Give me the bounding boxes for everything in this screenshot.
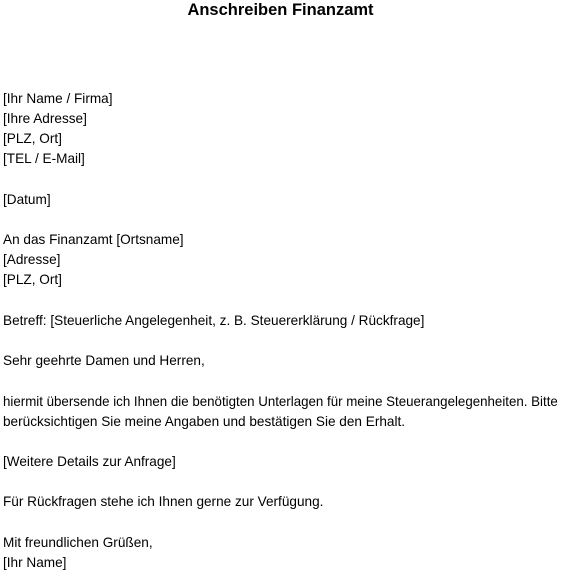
sender-address: [Ihre Adresse]	[3, 111, 87, 126]
sender-name: [Ihr Name / Firma]	[3, 91, 113, 106]
signature-name: [Ihr Name]	[3, 555, 67, 570]
document-title: Anschreiben Finanzamt	[187, 1, 374, 19]
recipient-city: [PLZ, Ort]	[3, 272, 62, 287]
sender-contact: [TEL / E-Mail]	[3, 151, 85, 166]
body-paragraph-line-1: hiermit übersende ich Ihnen die benötigten Unterlagen für meine Steuerangelegenheiten. Bitte	[3, 394, 558, 409]
closing-greeting: Mit freundlichen Grüßen,	[3, 535, 153, 550]
recipient-address: [Adresse]	[3, 252, 61, 267]
salutation: Sehr geehrte Damen und Herren,	[3, 353, 205, 368]
details-placeholder: [Weitere Details zur Anfrage]	[3, 454, 176, 469]
subject-line: Betreff: [Steuerliche Angelegenheit, z. B. Steuererklärung / Rückfrage]	[3, 313, 425, 328]
closing-note: Für Rückfragen stehe ich Ihnen gerne zur Verfügung.	[3, 494, 324, 509]
body-paragraph-line-2: berücksichtigen Sie meine Angaben und bestätigen Sie den Erhalt.	[3, 414, 406, 429]
recipient-name: An das Finanzamt [Ortsname]	[3, 232, 184, 247]
letter-date: [Datum]	[3, 192, 51, 207]
sender-city: [PLZ, Ort]	[3, 131, 62, 146]
